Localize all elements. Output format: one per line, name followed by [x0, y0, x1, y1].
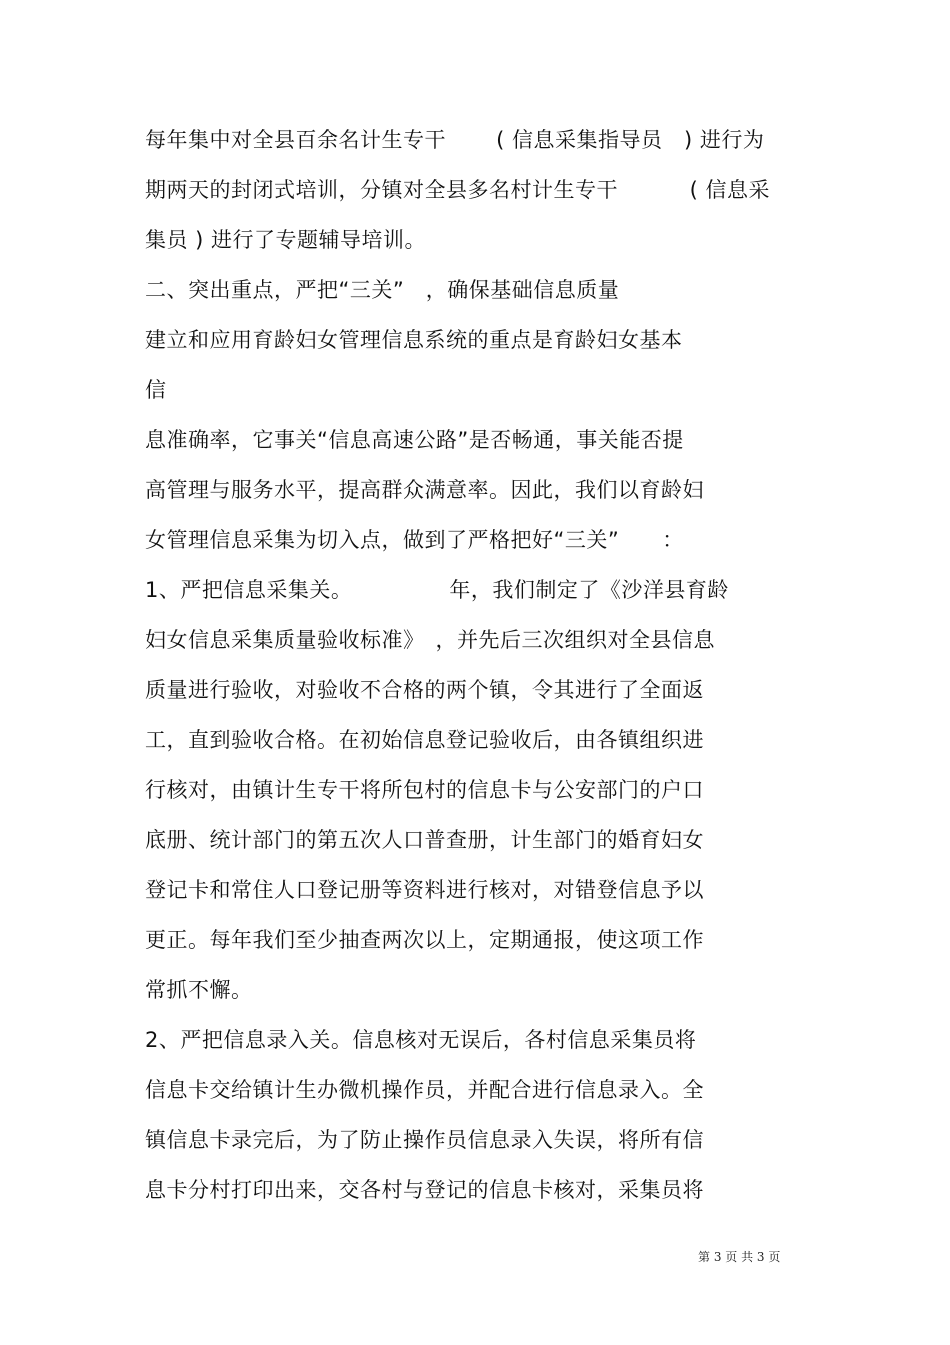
text-line: 期两天的封闭式培训，分镇对全县多名村计生专干 ( 信息采 — [145, 178, 771, 202]
text-line: 行核对，由镇计生专干将所包村的信息卡与公安部门的户口 — [145, 778, 704, 802]
text-line: 息准确率，它事关“信息高速公路”是否畅通，事关能否提 — [145, 428, 684, 452]
text-line: 高管理与服务水平，提高群众满意率。因此，我们以育龄妇 — [145, 478, 704, 502]
text-line: 常抓不懈。 — [145, 978, 253, 1002]
text-line: 镇信息卡录完后，为了防止操作员信息录入失误，将所有信 — [145, 1128, 704, 1152]
text-line: 2、严把信息录入关。信息核对无误后，各村信息采集员将 — [145, 1028, 697, 1052]
text-line: 息卡分村打印出来，交各村与登记的信息卡核对，采集员将 — [145, 1178, 704, 1202]
text-line: 质量进行验收，对验收不合格的两个镇，令其进行了全面返 — [145, 678, 704, 702]
text-line: 信息卡交给镇计生办微机操作员，并配合进行信息录入。全 — [145, 1078, 704, 1102]
text-line: 妇女信息采集质量验收标准》 ，并先后三次组织对全县信息 — [145, 628, 715, 652]
text-line: 1、严把信息采集关。 年，我们制定了《沙洋县育龄 — [145, 578, 729, 602]
text-line: 女管理信息采集为切入点，做到了严格把好“三关” ： — [145, 528, 684, 552]
text-line: 登记卡和常住人口登记册等资料进行核对，对错登信息予以 — [145, 878, 704, 902]
text-line: 信 — [145, 378, 167, 402]
text-line: 建立和应用育龄妇女管理信息系统的重点是育龄妇女基本 — [145, 328, 683, 352]
text-line: 工，直到验收合格。在初始信息登记验收后，由各镇组织进 — [145, 728, 704, 752]
page-number: 第 3 页 共 3 页 — [698, 1250, 781, 1264]
text-line: 底册、统计部门的第五次人口普查册，计生部门的婚育妇女 — [145, 828, 704, 852]
text-line: 集员 ) 进行了专题辅导培训。 — [145, 228, 427, 252]
text-line: 更正。每年我们至少抽查两次以上，定期通报，使这项工作 — [145, 928, 704, 952]
section-heading: 二、突出重点，严把“三关” ，确保基础信息质量 — [145, 278, 620, 302]
text-line: 每年集中对全县百余名计生专干 ( 信息采集指导员 ) 进行为 — [145, 128, 765, 152]
